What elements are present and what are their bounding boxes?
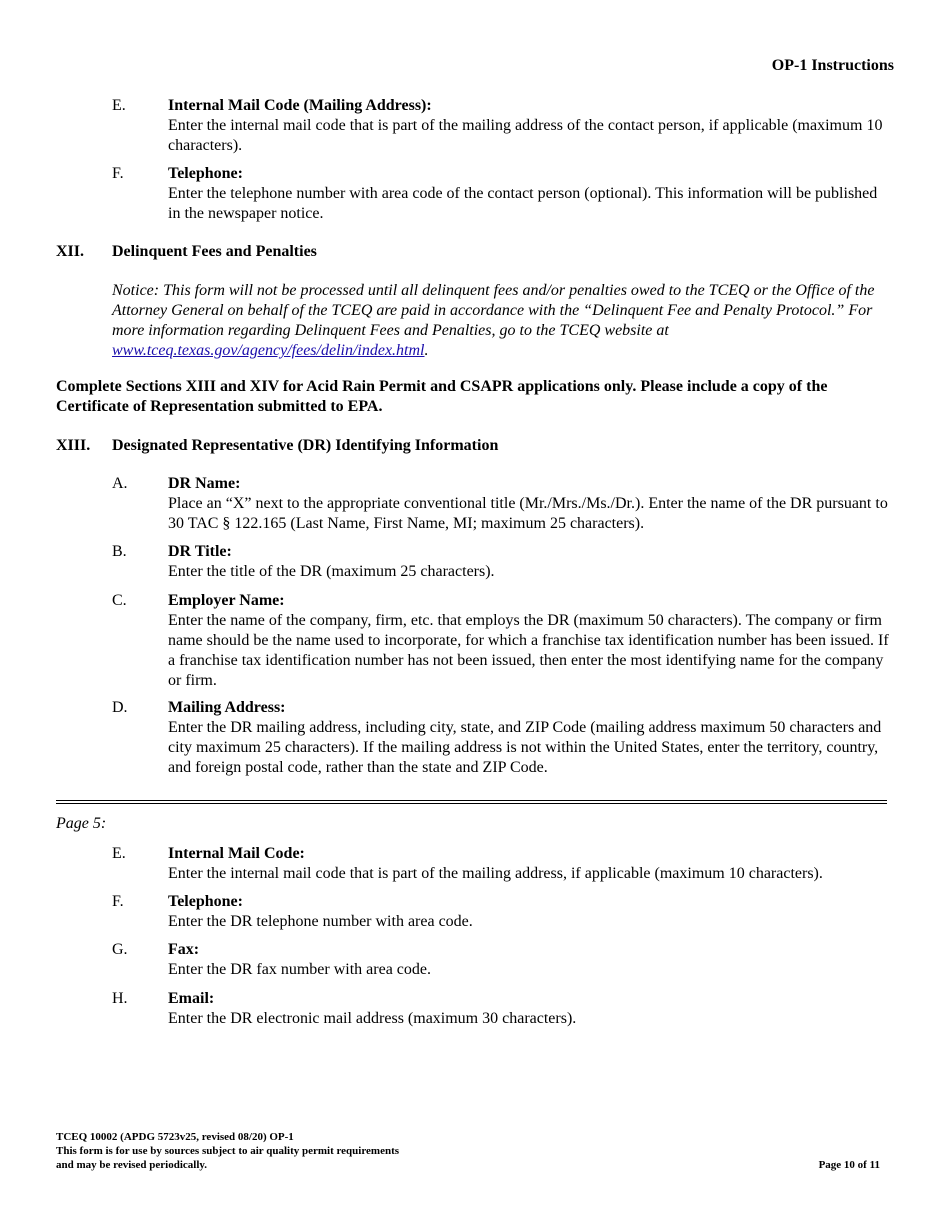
dr-item-d — [112, 698, 892, 778]
item-text: Enter the DR fax number with area code. — [168, 961, 432, 978]
item-title: Employer Name: — [168, 592, 285, 609]
item-title: Telephone: — [168, 893, 243, 910]
item-letter: G. — [112, 941, 128, 958]
page-number: Page 10 of 11 — [818, 1159, 880, 1171]
acid-rain-note: Complete Sections XIII and XIV for Acid Rain Permit and CSAPR applications only. Please include a copy of the Certificate of Representation submitted to EPA. — [56, 378, 828, 415]
footer-form-info — [56, 1130, 399, 1172]
item-title: Internal Mail Code (Mailing Address): — [168, 97, 432, 114]
item-letter: E. — [112, 97, 126, 114]
section-number: XIII. — [56, 437, 91, 454]
item-title: Email: — [168, 990, 215, 1007]
page-divider — [56, 800, 887, 804]
item-title: Internal Mail Code: — [168, 845, 305, 862]
page5-item-h — [112, 989, 892, 1029]
item-text: Place an “X” next to the appropriate conventional title (Mr./Mrs./Ms./Dr.). Enter the name of the DR pursuant to 30 TAC § 122.165 (Last Name, First Name, MI; maximum 25 characters). — [168, 495, 888, 532]
section-xii-heading — [56, 242, 317, 262]
dr-item-c — [112, 591, 892, 691]
tceq-delinquent-fees-link[interactable]: www.tceq.texas.gov/agency/fees/delin/index.html — [112, 342, 425, 359]
footer-line-1: TCEQ 10002 (APDG 5723v25, revised 08/20) OP-1 — [56, 1131, 294, 1143]
item-text: Enter the telephone number with area code of the contact person (optional). This information will be published in the newspaper notice. — [168, 185, 878, 222]
item-text: Enter the DR telephone number with area code. — [168, 913, 473, 930]
item-text: Enter the internal mail code that is part of the mailing address of the contact person, if applicable (maximum 10 characters). — [168, 117, 883, 154]
page5-item-e — [112, 844, 892, 884]
dr-item-a — [112, 474, 892, 534]
page5-item-f — [112, 892, 892, 932]
item-title: DR Name: — [168, 475, 241, 492]
item-letter: E. — [112, 845, 126, 862]
section-title: Delinquent Fees and Penalties — [112, 243, 317, 260]
item-text: Enter the internal mail code that is part of the mailing address, if applicable (maximum 10 characters). — [168, 865, 823, 882]
item-title: Fax: — [168, 941, 200, 958]
page-header-title: OP-1 Instructions — [771, 57, 894, 74]
item-letter: D. — [112, 699, 128, 716]
contact-item-f — [112, 164, 892, 224]
section-number: XII. — [56, 243, 85, 260]
contact-item-e — [112, 96, 892, 156]
item-letter: C. — [112, 592, 127, 609]
item-letter: H. — [112, 990, 128, 1007]
item-title: DR Title: — [168, 543, 232, 560]
item-title: Mailing Address: — [168, 699, 286, 716]
notice-end: . — [424, 342, 429, 359]
notice-text: Notice: This form will not be processed until all delinquent fees and/or penalties owed to the TCEQ or the Office of the Attorney General on behalf of the TCEQ are paid in accordance with the “Delinquent Fee and Penalty Protocol.” For more information regarding Delinquent Fees and Penalties, go to the TCEQ website at — [112, 282, 875, 339]
footer-line-3: and may be revised periodically. — [56, 1159, 208, 1171]
page5-item-g — [112, 940, 892, 980]
footer-line-2: This form is for use by sources subject to air quality permit requirements — [56, 1145, 400, 1157]
item-letter: A. — [112, 475, 128, 492]
item-title: Telephone: — [168, 165, 243, 182]
item-letter: F. — [112, 893, 124, 910]
item-text: Enter the title of the DR (maximum 25 characters). — [168, 563, 495, 580]
page-5-label: Page 5: — [56, 815, 107, 832]
item-text: Enter the name of the company, firm, etc. that employs the DR (maximum 50 characters). The company or firm name should be the name used to incorporate, for which a franchise tax identification number has been issued. If a franchise tax identification number has not been issued, then enter the most identifying name for the company or firm. — [168, 612, 889, 689]
delinquent-fees-notice — [112, 281, 892, 361]
section-xiii-heading — [56, 436, 498, 456]
section-title: Designated Representative (DR) Identifying Information — [112, 437, 499, 454]
dr-item-b — [112, 542, 892, 582]
item-letter: F. — [112, 165, 124, 182]
item-text: Enter the DR electronic mail address (maximum 30 characters). — [168, 1010, 577, 1027]
item-text: Enter the DR mailing address, including city, state, and ZIP Code (mailing address maximum 50 characters and city maximum 25 characters). If the mailing address is not within the United States, enter the territory, country, and foreign postal code, rather than the state and ZIP Code. — [168, 719, 882, 776]
item-letter: B. — [112, 543, 127, 560]
